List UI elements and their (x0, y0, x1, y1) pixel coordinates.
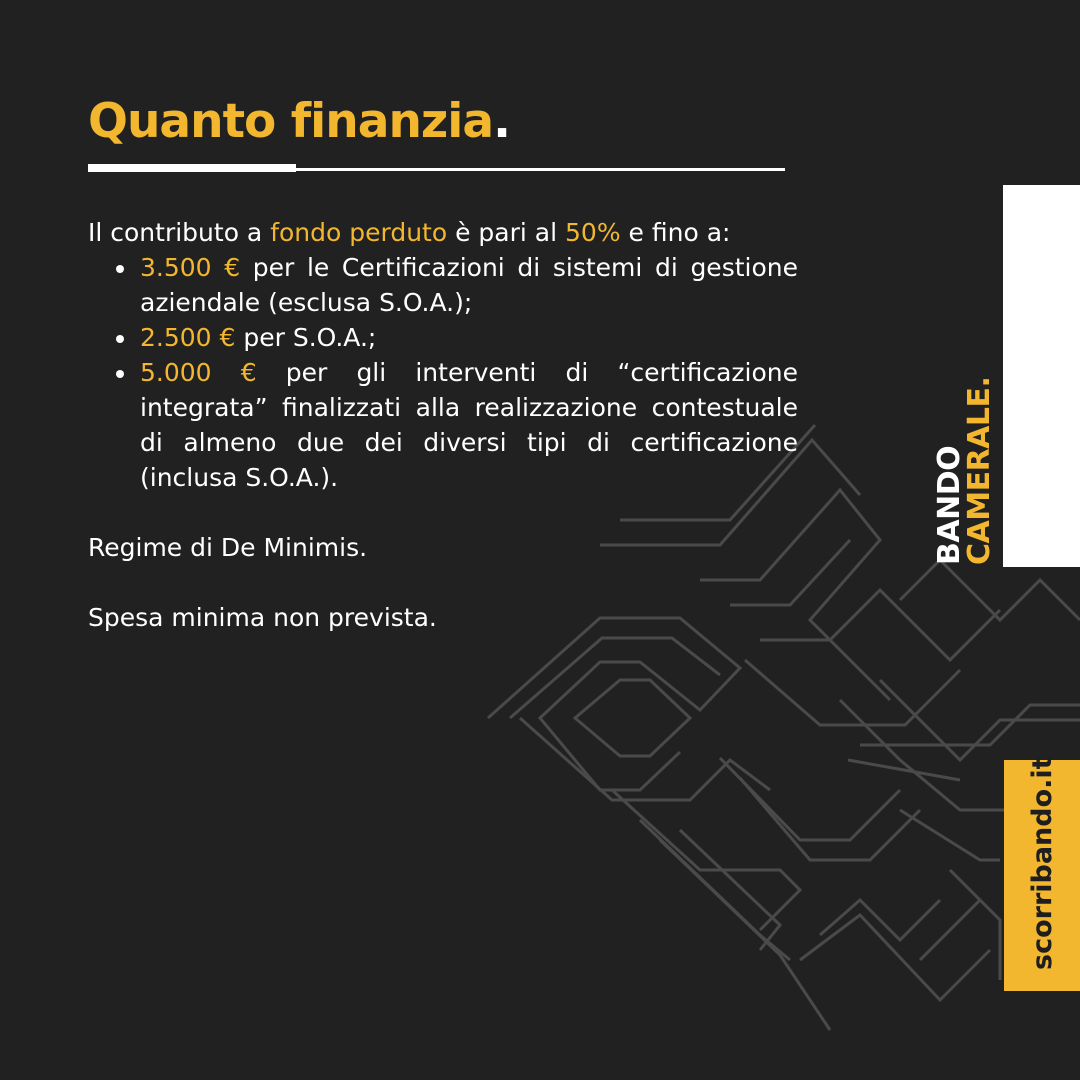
title-dot: . (493, 94, 510, 149)
funding-list (88, 250, 798, 495)
list-item-text: per S.O.A.; (235, 323, 377, 352)
website-link[interactable]: scorribando.it (1027, 756, 1058, 970)
list-item (140, 320, 798, 355)
title-underline-accent (88, 164, 296, 172)
amount-value: 5.000 € (140, 358, 257, 387)
main-content (88, 215, 798, 635)
regime-text: Regime di De Minimis. (88, 533, 368, 562)
bando-camerale-label (932, 376, 997, 565)
amount-value: 2.500 € (140, 323, 236, 352)
list-item-text: per gli interventi di “certificazione integrata” finalizzati alla realizzazione contestuale di almeno due dei diversi tipi di certificazione (inclusa S.O.A.). (140, 358, 798, 492)
title-text: Quanto finanzia (88, 94, 494, 149)
page-title (88, 96, 510, 148)
list-item (140, 250, 798, 320)
fondo-perduto-highlight: fondo perduto (270, 218, 448, 247)
spesa-text: Spesa minima non prevista. (88, 603, 437, 632)
percentage-highlight: 50% (565, 218, 621, 247)
amount-value: 3.500 € (140, 253, 241, 282)
list-item (140, 355, 798, 495)
intro-text: Il contributo a fondo perduto è pari al 50% e fino a: (88, 218, 731, 247)
bando-label: BANDO (932, 445, 967, 565)
list-item-text: per le Certificazioni di sistemi di gestione aziendale (esclusa S.O.A.); (140, 253, 798, 317)
camerale-label: CAMERALE. (962, 376, 997, 565)
side-panel-white (1003, 185, 1080, 567)
